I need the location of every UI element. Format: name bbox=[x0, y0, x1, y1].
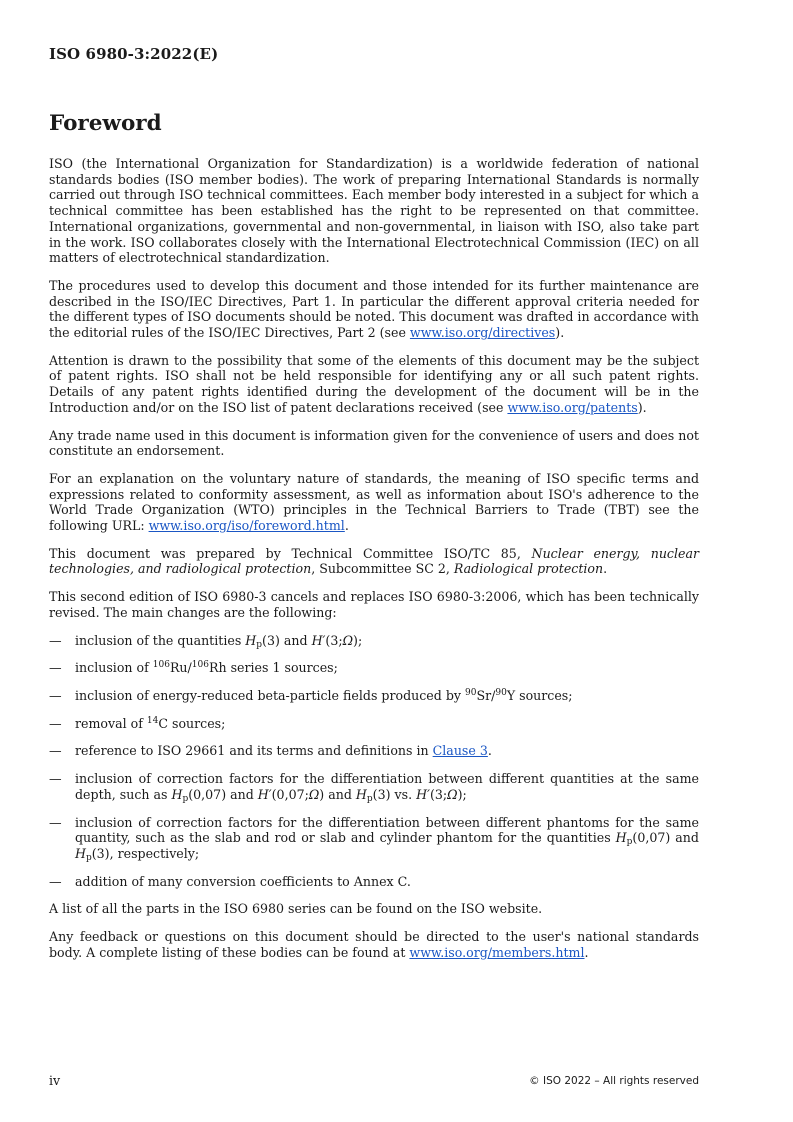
paragraph-feedback: Any feedback or questions on this document should be directed to the user's national standards body. A complete listing of these bodies can be found at www.iso.org/members.html. bbox=[49, 929, 699, 960]
page-title: Foreword bbox=[49, 111, 162, 136]
paragraph-voluntary-nature: For an explanation on the voluntary nature of standards, the meaning of ISO specific terms and expressions related to conformity assessment, as well as information about ISO's adherence to the World Trade Organization (WTO) principles in the Technical Barriers to Trade (TBT) see the following URL: www.iso.org/iso/foreword.html. bbox=[49, 470, 699, 534]
list-item: — inclusion of correction factors for the differentiation between different phantoms for the same quantity, such as the slab and rod or slab and cylinder phantom for the quantities $H_p(0,07)$ and $H_p(3)$, respectively; bbox=[49, 814, 699, 863]
list-item: — reference to ISO 29661 and its terms and definitions in Clause 3. bbox=[49, 743, 492, 759]
dash-bullet: — bbox=[49, 715, 62, 731]
paragraph-series-parts: A list of all the parts in the ISO 6980 series can be found on the ISO website. bbox=[49, 901, 543, 917]
link-foreword[interactable]: www.iso.org/iso/foreword.html bbox=[148, 518, 345, 534]
paragraph-procedures: The procedures used to develop this document and those intended for its further maintenance are described in the ISO/IEC Directives, Part 1. In particular the different approval criteria needed for the different types of ISO documents should be noted. This document was drafted in accordance with the editorial rules of the ISO/IEC Directives, Part 2 (see www.iso.org/directives). bbox=[49, 277, 699, 341]
list-item: — inclusion of $^{106}$Ru/$^{106}$Rh series 1 sources; bbox=[49, 660, 338, 676]
page-number: iv bbox=[49, 1073, 61, 1088]
dash-bullet: — bbox=[49, 632, 62, 648]
foreword-body bbox=[49, 156, 699, 972]
link-patents[interactable]: www.iso.org/patents bbox=[507, 399, 638, 415]
dash-bullet: — bbox=[49, 687, 62, 703]
document-id: ISO 6980-3:2022(E) bbox=[49, 45, 219, 63]
list-item: — inclusion of energy-reduced beta-particle fields produced by $^{90}$Sr/$^{90}$Y sources; bbox=[49, 687, 573, 703]
paragraph-trade-name: Any trade name used in this document is information given for the convenience of users and does not constitute an endorsement. bbox=[49, 427, 699, 459]
dash-bullet: — bbox=[49, 873, 62, 889]
dash-bullet: — bbox=[49, 814, 62, 830]
list-item: — inclusion of correction factors for the differentiation between different quantities at the same depth, such as $H_p(0,07)$ and H′(0,07;Ω) and $H_p(3)$ vs. H′(3;Ω); bbox=[49, 771, 699, 804]
list-item: — addition of many conversion coefficients to Annex C. bbox=[49, 873, 411, 889]
link-directives[interactable]: www.iso.org/directives bbox=[409, 325, 556, 341]
paragraph-patents: Attention is drawn to the possibility that some of the elements of this document may be the subject of patent rights. ISO shall not be held responsible for identifying any or all such patent rights. Details of any patent rights identified during the development of the document will be in the Introduction and/or on the ISO list of patent declarations received (see www.iso.org/patents). bbox=[49, 352, 699, 415]
link-members[interactable]: www.iso.org/members.html bbox=[409, 944, 585, 960]
paragraph-committee: This document was prepared by Technical Committee ISO/TC 85, Nuclear energy, nuclear technologies, and radiological protection, Subcommittee SC 2, Radiological protection. bbox=[49, 545, 699, 577]
list-item: — removal of $^{14}$C sources; bbox=[49, 715, 226, 731]
paragraph-iso-intro: ISO (the International Organization for Standardization) is a worldwide federation of national standards bodies (ISO member bodies). The work of preparing International Standards is normally carried out through ISO technical committees. Each member body interested in a subject for which a technical committee has been established has the right to be represented on that committee. International organizations, governmental and non-governmental, in liaison with ISO, also take part in the work. ISO collaborates closely with the International Electrotechnical Commission (IEC) on all matters of electrotechnical standardization. bbox=[49, 156, 699, 266]
link-clause-3[interactable]: Clause 3 bbox=[432, 743, 488, 759]
dash-bullet: — bbox=[49, 660, 62, 676]
list-item: — inclusion of the quantities $H_p(3)$ and H′(3;Ω); bbox=[49, 632, 363, 650]
changes-list bbox=[49, 633, 699, 890]
dash-bullet: — bbox=[49, 771, 62, 787]
paragraph-edition: This second edition of ISO 6980-3 cancels and replaces ISO 6980-3:2006, which has been technically revised. The main changes are the following: bbox=[49, 589, 699, 620]
copyright-notice: © ISO 2022 – All rights reserved bbox=[529, 1075, 699, 1087]
dash-bullet: — bbox=[49, 743, 62, 759]
